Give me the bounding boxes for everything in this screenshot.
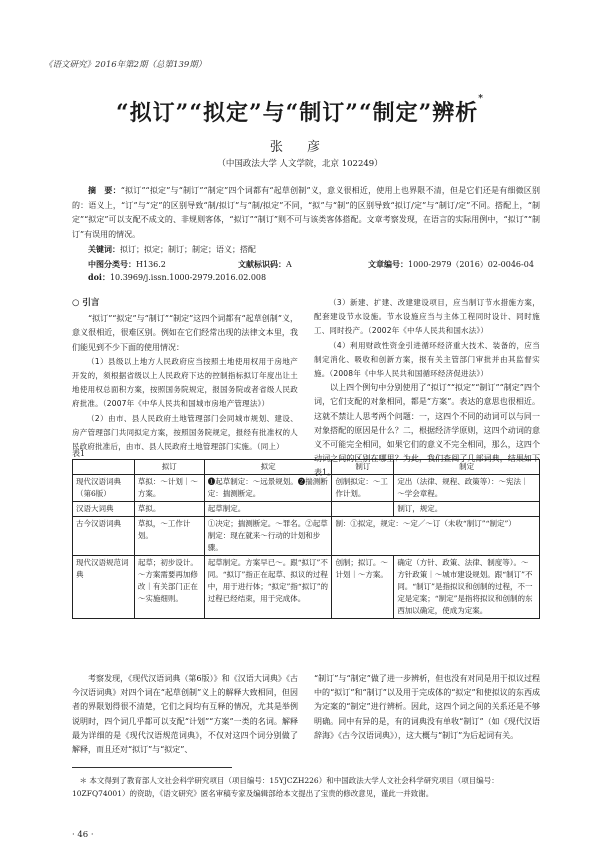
table-cell: 古今汉语词典 [73, 517, 135, 556]
keywords-text: 拟订；拟定；制订；制定；语义；搭配 [120, 245, 256, 254]
abstract-label: 摘 要： [88, 185, 121, 195]
table-cell: ①决定；揣测断定。～罪名。②起草制定：现在就来～行动的计划和步骤。 [204, 517, 332, 556]
table-cell: 起草；初步设计。～方案需要再加修改｜有关部门正在～实施细则。 [134, 556, 204, 619]
doc-code [238, 258, 368, 271]
art-value: 1000-2979（2016）02-0046-04 [408, 259, 534, 269]
table-header-cell: 拟定 [204, 460, 332, 475]
clc [88, 258, 238, 271]
table-cell: 起草制定。 [204, 502, 332, 517]
affiliation: （中国政法大学 人文学院，北京 102249） [217, 159, 383, 169]
footnote-divider [72, 767, 232, 768]
doi-label: doi： [88, 271, 110, 282]
table-header-cell: 制订 [332, 460, 394, 475]
table-cell: 起草制定。方案早已～。跟“拟订”不同。“拟订”指正在起草、拟议的过程中，用于进行体；“拟定”指“拟订”的过程已经结束，用于完成体。 [204, 556, 332, 619]
table-header-cell: 制定 [394, 460, 540, 475]
table-header-row [73, 460, 540, 475]
table-cell: 汉语大词典 [73, 502, 135, 517]
right-column-bottom [314, 672, 540, 743]
intro-paragraph: “拟订”“拟定”与“制订”“制定”这四个词都有“起草创制”义，意义很相近，很难区别。例如在它们经常出现的法律文本里，我们能见到不少下面的使用情况： [72, 314, 298, 352]
doc-value: A [286, 259, 292, 269]
table-cell [332, 502, 394, 517]
table-row [73, 517, 540, 556]
example-4: （4）利用财政性资金引进循环经济重大技术、装备的，应当制定消化、吸收和创新方案，报有关主管部门审批并由其监督实施。（2008年《中华人民共和国循环经济促进法》） [314, 340, 540, 379]
keywords-label: 关键词： [88, 244, 120, 254]
discussion-continued: “制订”与“制定”做了进一步辨析，但也没有对同是用于拟议过程中的“拟订”和“制订”以及用于完成体的“拟定”和使拟议的东西成为定案的“制定”进行辨析。因此，这四个词之间的关系还是不够明确。同中有异的是，有的词典没有单收“制订”（如《现代汉语辞海》《古今汉语词典》），这大概与“制订”为后起词有关。 [314, 674, 540, 740]
example-1: （1）县级以上地方人民政府应当按照土地使用权用于房地产开发的，须根据省级以上人民政府下达的控制指标拟订年度出让土地使用权总面积方案，按照国务院规定，报国务院或者省级人民政府批准。（2007年《中华人民共和国城市房地产管理法》） [72, 356, 298, 409]
author: 张 彦 [269, 140, 331, 155]
table-header-cell: 拟订 [134, 460, 204, 475]
table-cell: 创制拟定：～工作计划。 [332, 475, 394, 502]
left-column-bottom [72, 672, 298, 757]
table-cell: 制：①拟定，规定：～定／～订（未收“制订”“制定”） [332, 517, 540, 556]
table-row [73, 556, 540, 619]
doc-label: 文献标识码： [238, 258, 286, 269]
example-2: （2）由市、县人民政府土地管理部门会同城市规划、建设、房产管理部门共同拟定方案，按照国务院规定，报经有批准权的人民政府批准后，由市、县人民政府土地管理部门实施。（同上） [72, 413, 298, 452]
discussion-paragraph: 考察发现，《现代汉语词典（第6版）》和《汉语大词典》《古今汉语词典》对四个词在“起草创制”义上的解释大致相同，但因者的界限划得很不清楚，它们之间均有互释的情况，尤其是举例说明时，四个词几乎都可以支配“计划”“方案”一类的名词。解释最为详细的是《现代汉语规范词典》，不仅对这四个词分别做了解释，而且还对“拟订”与“拟定”、 [72, 674, 298, 755]
question-paragraph: 以上四个例句中分别使用了“拟订”“拟定”“制订”“制定”四个词，它们支配的对象相同，都是“方案”。表达的意思也很相近。这就不禁让人思考两个问题：一，这四个不同的动词可以与同一对象搭配的原因是什么？二，根据经济学原则，这四个动词的意义不可能完全相同，如果它们的意义不完全相同，那么，这四个动词之间的区别在哪里？为此，我们查阅了几部词典，结果如下表1。 [314, 383, 540, 478]
table-header-cell [73, 460, 135, 475]
table-cell: 现代汉语词典（第6版） [73, 475, 135, 502]
section-heading-intro: ○ 引言 [72, 298, 100, 308]
example-3: （3）新建、扩建、改建建设项目，应当制订节水措施方案，配套建设节水设施。节水设施应当与主体工程同时设计、同时施工、同时投产。（2002年《中华人民共和国水法》） [314, 298, 540, 336]
article-title [0, 96, 600, 127]
table-cell: 制订，规定。 [394, 502, 540, 517]
table-cell: 创制；拟订。～计划｜～方案。 [332, 556, 394, 619]
article-number [368, 258, 534, 271]
title-footnote-mark: * [478, 94, 484, 104]
journal-header: 《语文研究》2016年第2期（总第139期） [44, 60, 207, 70]
table-cell: 草拟，～工作计划。 [134, 517, 204, 556]
clc-value: H136.2 [136, 259, 166, 269]
art-label: 文章编号： [368, 258, 408, 269]
abstract-block [72, 183, 540, 284]
table-cell: 现代汉语规范词典 [73, 556, 135, 619]
page-number: · 46 · [72, 830, 94, 840]
dictionary-table [72, 459, 540, 619]
table-cell: 草拟：～计划｜～方案。 [134, 475, 204, 502]
left-column-top [72, 296, 298, 454]
table-cell: 草拟。 [134, 502, 204, 517]
doi [72, 271, 540, 284]
abstract [72, 183, 540, 242]
table-cell: 定出（法律、规程、政策等）：～宪法｜～学会章程。 [394, 475, 540, 502]
keywords [72, 242, 540, 258]
table-caption: 表1 [72, 449, 86, 458]
table-cell: 确定（方针、政策、法律、制度等）。～方针政策｜～城市建设规划。跟“制订”不同。“制订”是指拟议和创制的过程，不一定是定案；“制定”是指将拟议和创制的东西加以确定，使成为定案。 [394, 556, 540, 619]
table-row [73, 475, 540, 502]
clc-label: 中图分类号： [88, 258, 136, 269]
table-cell: ❶起草制定：～远景规划。❷揣测断定：揣测断定。 [204, 475, 332, 502]
classification-row [72, 258, 540, 271]
title-text: “拟订”“拟定”与“制订”“制定”辨析 [116, 100, 479, 126]
table-row [73, 502, 540, 517]
footnote: ＊ 本文得到了教育部人文社会科学研究项目（项目编号：15YJCZH226）和中国政法大学人文社会科学研究项目（项目编号：10ZFQ74001）的资助，《语文研究》匿名审稿专家及编辑部给本文提出了宝贵的修改意见，谨此一并致谢。 [72, 776, 499, 798]
abstract-text: “拟订”“拟定”与“制订”“制定”四个词都有“起草创制”义，意义很相近，使用上也界限不清，但是它们还是有细微区别的：语义上，“订”与“定”的区别导致“制/拟订”与“制/拟定”不同，“拟”与“制”的区别导致“拟订/定”与“制订/定”不同。搭配上，“制定”“拟定”可以支配不成文的、非规则客体，“拟订”“制订”则不可与该类客体搭配。文章考察发现，在语言的实际用例中，“拟订”“制订”有误用的情况。 [72, 186, 540, 239]
right-column-top [314, 296, 540, 481]
doi-value: 10.3969/j.issn.1000-2979.2016.02.008 [109, 272, 267, 282]
